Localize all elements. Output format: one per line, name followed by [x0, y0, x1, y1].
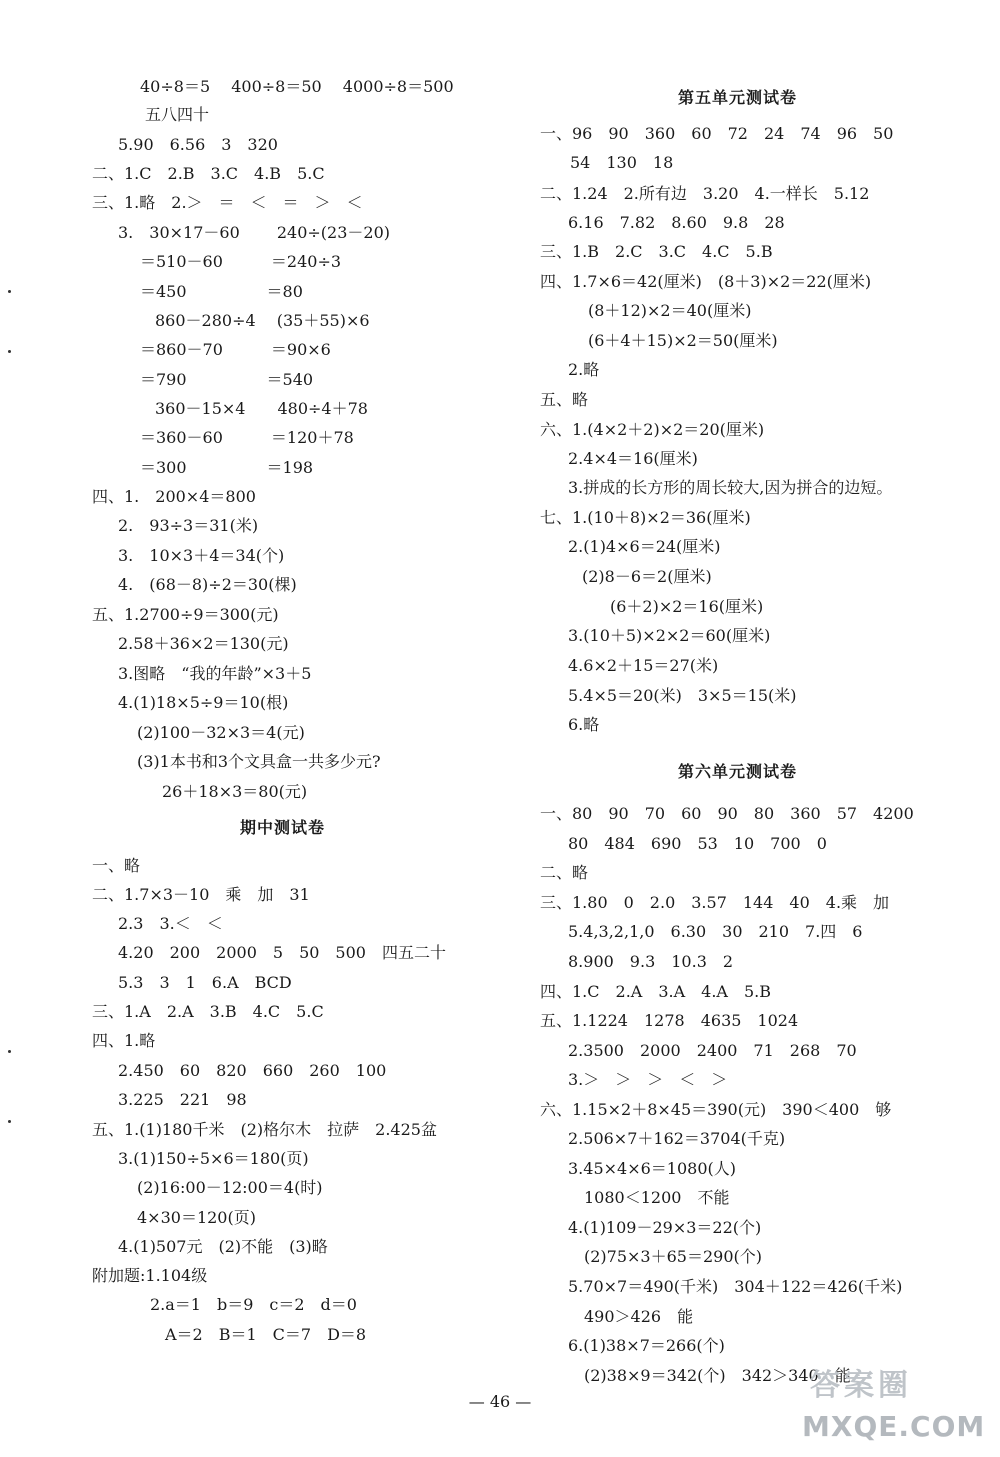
answer-line: 附加题:1.104级	[92, 1266, 208, 1285]
answer-line: (2)38×9＝342(个) 342＞340 能	[584, 1366, 851, 1385]
watermark-top-text: 答案圈	[810, 1368, 912, 1403]
answer-line: 5.90 6.56 3 320	[118, 135, 278, 154]
answer-line: 3.图略 “我的年龄”×3＋5	[118, 664, 312, 683]
answer-line: 2.(1)4×6＝24(厘米)	[568, 537, 721, 556]
watermark-bottom-text: MXQE.COM	[802, 1410, 986, 1443]
answer-line: 2.58＋36×2＝130(元)	[118, 634, 289, 653]
answer-line: 4.20 200 2000 5 50 500 四五二十	[118, 943, 446, 962]
answer-line: 二、1.C 2.B 3.C 4.B 5.C	[92, 164, 325, 183]
section-heading: 期中测试卷	[240, 818, 326, 837]
answer-line: 6.16 7.82 8.60 9.8 28	[568, 213, 785, 232]
answer-line: 四、1.7×6＝42(厘米) (8＋3)×2＝22(厘米)	[540, 272, 872, 291]
answer-line: 一、96 90 360 60 72 24 74 96 50	[540, 124, 894, 143]
answer-line: 6.略	[568, 715, 600, 734]
answer-line: 二、略	[540, 863, 589, 882]
answer-line: 三、1.略 2.＞ ＝ ＜ ＝ ＞ ＜	[92, 193, 363, 212]
answer-line: 2.506×7＋162＝3704(千克)	[568, 1129, 786, 1148]
answer-line: 4.(1)109－29×3＝22(个)	[568, 1218, 762, 1237]
scan-speck	[8, 1050, 11, 1053]
answer-line: 三、1.A 2.A 3.B 4.C 5.C	[92, 1002, 324, 1021]
answer-line: 4.(1)18×5÷9＝10(根)	[118, 693, 289, 712]
answer-line: 360－15×4 480÷4＋78	[155, 399, 368, 418]
answer-line: 3.(1)150÷5×6＝180(页)	[118, 1149, 309, 1168]
answer-line: 80 484 690 53 10 700 0	[568, 834, 827, 853]
answer-line: (3)1本书和3个文具盒一共多少元?	[137, 752, 381, 771]
answer-line: 四、1.C 2.A 3.A 4.A 5.B	[540, 982, 771, 1001]
answer-line: (6＋4＋15)×2＝50(厘米)	[588, 331, 778, 350]
section-heading: 第六单元测试卷	[678, 762, 798, 781]
answer-line: 1080＜1200 不能	[584, 1188, 730, 1207]
answer-line: 五、1.2700÷9＝300(元)	[92, 605, 279, 624]
answer-line: 2.略	[568, 360, 600, 379]
answer-line: 四、1. 200×4＝800	[92, 487, 256, 506]
answer-line: 五、1.1224 1278 4635 1024	[540, 1011, 799, 1030]
answer-line: (2)8－6＝2(厘米)	[582, 567, 712, 586]
answer-line: 二、1.7×3－10 乘 加 31	[92, 885, 310, 904]
answer-line: 54 130 18	[570, 153, 674, 172]
answer-line: ＝300 ＝198	[140, 458, 314, 477]
answer-line: 4. (68－8)÷2＝30(棵)	[118, 575, 297, 594]
answer-line: ＝510－60 ＝240÷3	[140, 252, 342, 271]
answer-line: 五、1.(1)180千米 (2)格尔木 拉萨 2.425盆	[92, 1120, 437, 1139]
answer-line: A＝2 B＝1 C＝7 D＝8	[165, 1325, 367, 1344]
answer-line: 3.＞ ＞ ＞ ＜ ＞	[568, 1070, 728, 1089]
answer-line: 3.(10＋5)×2×2＝60(厘米)	[568, 626, 771, 645]
answer-line: 五八四十	[145, 105, 210, 124]
answer-line: 8.900 9.3 10.3 2	[568, 952, 734, 971]
answer-line: (2)75×3＋65＝290(个)	[584, 1247, 762, 1266]
answer-line: 26＋18×3＝80(元)	[162, 782, 308, 801]
answer-line: (8＋12)×2＝40(厘米)	[588, 301, 752, 320]
watermark-logo	[780, 1360, 990, 1452]
answer-line: 5.4×5＝20(米) 3×5＝15(米)	[568, 686, 797, 705]
answer-line: 5.3 3 1 6.A BCD	[118, 973, 292, 992]
answer-line: 4.(1)507元 (2)不能 (3)略	[118, 1237, 328, 1256]
answer-line: 五、略	[540, 390, 589, 409]
answer-line: ＝360－60 ＝120＋78	[140, 428, 354, 447]
answer-line: 4×30＝120(页)	[137, 1208, 256, 1227]
answer-line: 490＞426 能	[584, 1307, 694, 1326]
answer-line: 40÷8＝5 400÷8＝50 4000÷8＝500	[140, 77, 454, 96]
answer-line: 六、1.15×2＋8×45＝390(元) 390＜400 够	[540, 1100, 892, 1119]
answer-line: 2.3500 2000 2400 71 268 70	[568, 1041, 857, 1060]
answer-line: 5.4,3,2,1,0 6.30 30 210 7.四 6	[568, 922, 863, 941]
answer-line: (6＋2)×2＝16(厘米)	[610, 597, 764, 616]
answer-line: 2.450 60 820 660 260 100	[118, 1061, 387, 1080]
answer-line: 二、1.24 2.所有边 3.20 4.一样长 5.12	[540, 184, 870, 203]
answer-line: 3. 30×17－60 240÷(23－20)	[118, 223, 390, 242]
answer-line: 4.6×2＋15＝27(米)	[568, 656, 719, 675]
answer-line: 3.拼成的长方形的周长较大,因为拼合的边短。	[568, 478, 893, 497]
answer-line: 一、80 90 70 60 90 80 360 57 4200	[540, 804, 914, 823]
answer-line: 2.a＝1 b＝9 c＝2 d＝0	[150, 1295, 357, 1314]
answer-line: 2. 93÷3＝31(米)	[118, 516, 259, 535]
answer-line: 6.(1)38×7＝266(个)	[568, 1336, 725, 1355]
answer-line: 四、1.略	[92, 1031, 156, 1050]
scan-speck	[8, 290, 11, 293]
page-number: — 46 —	[468, 1392, 532, 1411]
answer-line: 六、1.(4×2＋2)×2＝20(厘米)	[540, 420, 765, 439]
answer-line: 3.225 221 98	[118, 1090, 247, 1109]
section-heading: 第五单元测试卷	[678, 88, 798, 107]
answer-line: 一、略	[92, 856, 141, 875]
answer-line: 三、1.B 2.C 3.C 4.C 5.B	[540, 242, 773, 261]
answer-line: 5.70×7＝490(千米) 304＋122＝426(千米)	[568, 1277, 903, 1296]
answer-line: 七、1.(10＋8)×2＝36(厘米)	[540, 508, 751, 527]
scan-speck	[8, 1120, 11, 1123]
answer-line: 2.4×4＝16(厘米)	[568, 449, 698, 468]
answer-line: 3. 10×3＋4＝34(个)	[118, 546, 285, 565]
answer-line: 860－280÷4 (35＋55)×6	[155, 311, 370, 330]
answer-line: 3.45×4×6＝1080(人)	[568, 1159, 737, 1178]
answer-line: 2.3 3.＜ ＜	[118, 914, 223, 933]
scan-speck	[8, 350, 11, 353]
answer-line: (2)100－32×3＝4(元)	[137, 723, 305, 742]
answer-line: ＝860－70 ＝90×6	[140, 340, 331, 359]
answer-line: ＝450 ＝80	[140, 282, 303, 301]
answer-line: (2)16:00－12:00＝4(时)	[137, 1178, 323, 1197]
answer-line: ＝790 ＝540	[140, 370, 314, 389]
answer-line: 三、1.80 0 2.0 3.57 144 40 4.乘 加	[540, 893, 890, 912]
